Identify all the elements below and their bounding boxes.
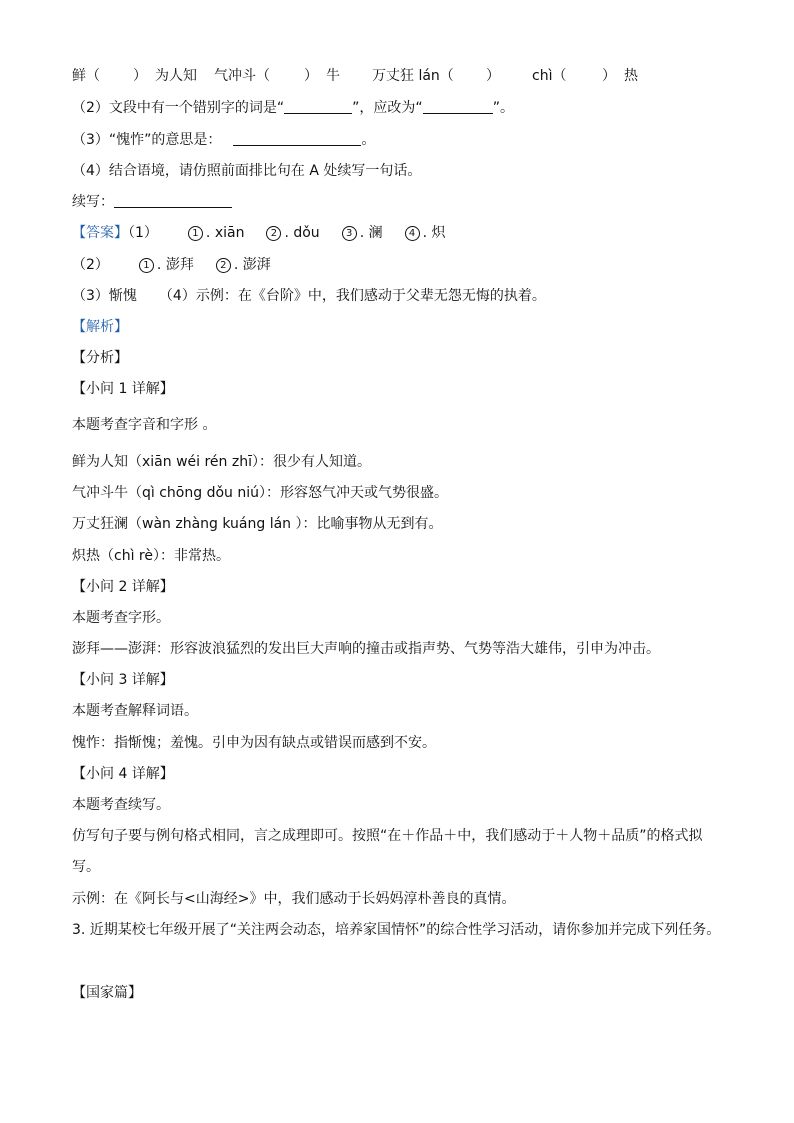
section-tag: 【国家篇】: [72, 985, 142, 1001]
sub2-line: 澎拜——澎湃：形容波浪猛烈的发出巨大声响的撞击或指声势、气势等浩大雄伟，引申为冲击。: [72, 641, 660, 657]
chi-prefix: chì（: [532, 68, 567, 84]
answer-q1-item-3: . 澜: [359, 225, 383, 241]
q3-prefix: （3）“愧怍”的意思是：: [72, 132, 222, 148]
answer-row-2: [72, 255, 271, 275]
sub1-line-2: 气冲斗牛（qì chōng dǒu niú）：形容怒气冲天或气势很盛。: [72, 485, 448, 501]
q3-suffix: 。: [361, 132, 376, 148]
sub4-paragraph: 仿写句子要与例句格式相同，言之成理即可。按照“在＋作品＋中，我们感动于＋人物＋品质”的格式拟写。: [72, 828, 703, 875]
xian-suffix: 为人知: [155, 68, 197, 84]
answer-q1-item-2-num: 2: [266, 226, 281, 241]
sub3-intro: 本题考查解释词语。: [72, 703, 198, 719]
answer-q2-item-2: . 澎湃: [233, 257, 271, 273]
sub2-tag: 【小问 2 详解】: [72, 579, 174, 595]
sub1-line-3: 万丈狂澜（wàn zhàng kuáng lán ）：比喻事物从无到有。: [72, 516, 443, 532]
lan-prefix: 万丈狂 lán（: [372, 68, 454, 84]
continue-label: 续写：: [72, 194, 114, 210]
xian-close: ）: [133, 68, 147, 84]
answer-tag: 【答案】: [72, 225, 128, 241]
answer-q1-item-1-num: 1: [188, 226, 203, 241]
analysis-tag: 【解析】: [72, 319, 128, 335]
answer-q2-item-2-num: 2: [216, 258, 231, 273]
fenxi-tag: 【分析】: [72, 350, 128, 366]
answer-q2-item-1-num: 1: [139, 258, 154, 273]
answer-q2-num: （2）: [72, 257, 109, 273]
lan-close: ）: [486, 68, 500, 84]
sub4-intro: 本题考查续写。: [72, 797, 170, 813]
q2-blank-1: [284, 113, 352, 114]
q2-blank-2: [423, 113, 493, 114]
chi-close: ）: [602, 68, 616, 84]
answer-q1-item-1: . xiān: [205, 225, 245, 241]
sub1-intro: 本题考查字音和字形 。: [72, 417, 217, 433]
xian-prefix: 鲜（: [72, 68, 100, 84]
dou-suffix: 牛: [326, 68, 340, 84]
question-4: （4）结合语境，请仿照前面排比句在 A 处续写一句话。: [72, 163, 422, 179]
answer-q1-item-3-num: 3: [342, 226, 357, 241]
q2-prefix: （2）文段中有一个错别字的词是“: [72, 100, 285, 116]
sub4-example: 示例：在《阿长与<山海经>》中，我们感动于长妈妈淳朴善良的真情。: [72, 891, 516, 907]
answer-q2-item-1: . 澎拜: [156, 257, 194, 273]
continue-line: [72, 192, 232, 212]
sub1-tag: 【小问 1 详解】: [72, 381, 174, 397]
question-2: [72, 98, 514, 118]
continue-blank: [114, 207, 232, 208]
answer-row-3: [72, 286, 546, 306]
sub1-line-1: 鲜为人知（xiān wéi rén zhī）：很少有人知道。: [72, 454, 371, 470]
question-3: [72, 130, 375, 150]
sub3-line: 愧怍：指惭愧；羞愧。引申为因有缺点或错误而感到不安。: [72, 735, 436, 751]
answer-q1-item-4: . 炽: [422, 225, 446, 241]
sub2-intro: 本题考查字形。: [72, 610, 170, 626]
question-3-main: 3. 近期某校七年级开展了“关注两会动态，培养家国情怀”的综合性学习活动，请你参加并完成下列任务。: [72, 922, 721, 938]
answer-q1-item-2: . dǒu: [284, 225, 320, 241]
q2-suffix: ”。: [492, 100, 514, 116]
dou-close: ）: [304, 68, 318, 84]
q2-middle: ”，应改为“: [352, 100, 423, 116]
answer-q4: （4）示例：在《台阶》中，我们感动于父辈无怨无悔的执着。: [158, 288, 546, 304]
sub4-tag: 【小问 4 详解】: [72, 766, 174, 782]
answer-q3: （3）惭愧: [72, 288, 137, 304]
q3-blank: [233, 145, 361, 146]
dou-prefix: 气冲斗（: [214, 68, 270, 84]
answer-q1-num: （1）: [128, 225, 158, 241]
answer-row-1: [72, 223, 446, 243]
chi-suffix: 热: [624, 68, 638, 84]
sub3-tag: 【小问 3 详解】: [72, 672, 174, 688]
sub1-line-4: 炽热（chì rè）：非常热。: [72, 548, 230, 564]
answer-q1-item-4-num: 4: [405, 226, 420, 241]
